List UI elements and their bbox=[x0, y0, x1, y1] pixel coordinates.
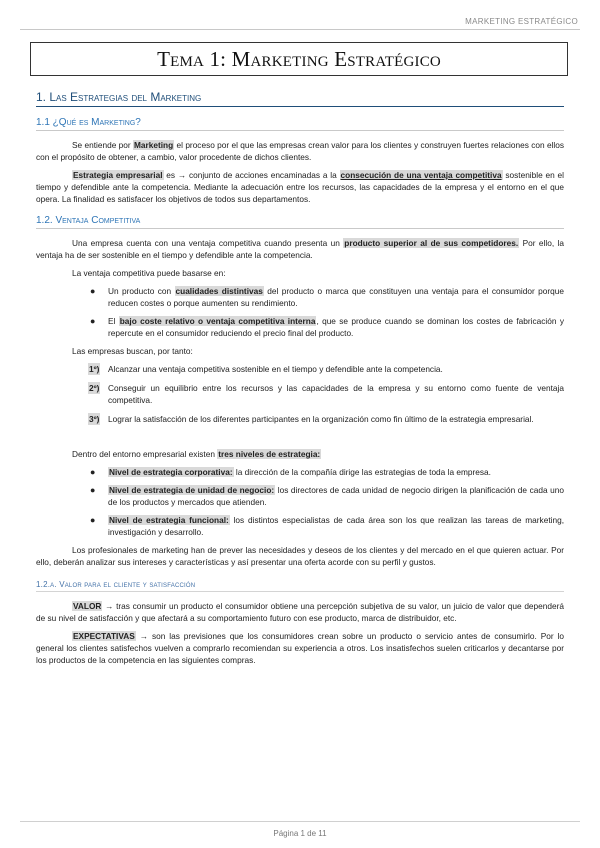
paragraph-value: VALOR → tras consumir un producto el consumidor obtiene una percepción subjetiva de su valor, un juicio de valor que dependerá de su nivel de satisfacción y que afectará a su comportamiento futuro con ese producto, marca de distribuidor, etc. bbox=[36, 601, 564, 623]
bullet-icon: ● bbox=[90, 485, 96, 495]
term-value: VALOR bbox=[73, 601, 102, 611]
term-marketing: Marketing bbox=[134, 140, 174, 150]
subsection-heading-competitive-advantage: 1.2. Ventaja Competitiva bbox=[36, 215, 564, 229]
subsection-heading-value: 1.2.a. Valor para el cliente y satisfacción bbox=[36, 580, 564, 592]
list-item: ● Nivel de estrategia funcional: los distintos especialistas de cada área son los que realizan las tareas de marketing, investigación y desarrollo. bbox=[90, 515, 564, 537]
paragraph-strategy-definition: Estrategia empresarial es → conjunto de acciones encaminadas a la consecución de una ventaja competitiva sostenible en el tiempo y defendible ante la competencia. Mediante la adecuación entre los recursos, las capacidades de la empresa y el entorno en el que opera. La finalidad es satisfacer los objetivos de todos sus departamentos. bbox=[36, 170, 564, 204]
term-strategy: Estrategia empresarial bbox=[73, 170, 163, 180]
term-expectations: EXPECTATIVAS bbox=[73, 631, 135, 641]
paragraph-expectations: EXPECTATIVAS → son las previsiones que los consumidores crean sobre un producto o servicio antes de consumirlo. Por lo general los clientes satisfechos vuelven a comprarlo recomiendan su experiencia a otros. Los insatisfechos suelen criticarlos y decantarse por los productos de la competencia en las siguientes compras. bbox=[36, 631, 564, 665]
subsection-heading-what-is-marketing: 1.1 ¿Qué es Marketing? bbox=[36, 117, 564, 131]
bullet-icon: ● bbox=[90, 515, 96, 525]
page-number: Página 1 de 11 bbox=[273, 829, 327, 838]
list-item: 3º) Lograr la satisfacción de los diferentes participantes en la organización como fin último de la estrategia empresarial. bbox=[89, 414, 534, 424]
list-item: 2º) Conseguir un equilibrio entre los recursos y las capacidades de la empresa y su entorno como fuente de ventaja competitiva. bbox=[89, 383, 564, 405]
document-body bbox=[36, 88, 564, 672]
list-item: ● El bajo coste relativo o ventaja competitiva interna, que se produce cuando se dominan los costes de fabricación y repercute en el consumidor reduciendo el precio final del producto. bbox=[90, 316, 564, 338]
document-title: Tema 1: Marketing Estratégico bbox=[157, 46, 441, 71]
advantage-bullet-list bbox=[36, 285, 564, 339]
paragraph-based-on: La ventaja competitiva puede basarse en: bbox=[72, 268, 226, 278]
strategy-levels-list bbox=[36, 466, 564, 538]
bullet-icon: ● bbox=[90, 316, 96, 326]
footer-rule bbox=[20, 821, 580, 822]
term-competitive-advantage: consecución de una ventaja competitiva bbox=[340, 170, 502, 180]
paragraph-marketing-professionals: Los profesionales de marketing han de prever las necesidades y deseos de los clientes y del mercado en el que quieren actuar. Por ello, deberán analizar sus intereses y características y así presentar una oferta acorde con su perfil y gustos. bbox=[36, 545, 564, 567]
paragraph-competitive-advantage: Una empresa cuenta con una ventaja competitiva cuando presenta un producto superior al de sus competidores. Por ello, la ventaja ha de ser sostenible en el tiempo y defendible ante la competencia. bbox=[36, 238, 565, 260]
spacer bbox=[36, 432, 564, 448]
list-item: ● Un producto con cualidades distintivas del producto o marca que constituyen una ventaja para el consumidor porque reducen costes o porque aumenten su rendimiento. bbox=[90, 286, 565, 308]
term-superior-product: producto superior al de sus competidores. bbox=[344, 238, 519, 248]
title-box bbox=[30, 42, 568, 76]
goals-numbered-list bbox=[36, 363, 564, 425]
list-item: ● Nivel de estrategia corporativa: la dirección de la compañía dirige las estrategias de toda la empresa. bbox=[90, 467, 491, 477]
bullet-icon: ● bbox=[90, 286, 96, 296]
list-item: ● Nivel de estrategia de unidad de negocio: los directores de cada unidad de negocio dirigen la planificación de cada uno de los productos y mercados que atienden. bbox=[90, 485, 564, 507]
list-item: 1º) Alcanzar una ventaja competitiva sostenible en el tiempo y defendible ante la competencia. bbox=[89, 364, 443, 374]
section-heading: 1. Las Estrategias del Marketing bbox=[36, 90, 564, 107]
paragraph-marketing-definition: Se entiende por Marketing el proceso por el que las empresas crean valor para los clientes y construyen fuertes relaciones con ellos con el propósito de obtener, a cambio, valor procedente de dichos clientes. bbox=[36, 140, 565, 162]
paragraph-companies-seek: Las empresas buscan, por tanto: bbox=[72, 346, 193, 356]
paragraph-strategy-levels: Dentro del entorno empresarial existen tres niveles de estrategia: bbox=[72, 449, 321, 459]
header-rule bbox=[20, 29, 580, 30]
term-three-levels: tres niveles de estrategia: bbox=[218, 449, 321, 459]
running-header: MARKETING ESTRATÉGICO bbox=[465, 17, 578, 26]
bullet-icon: ● bbox=[90, 467, 96, 477]
